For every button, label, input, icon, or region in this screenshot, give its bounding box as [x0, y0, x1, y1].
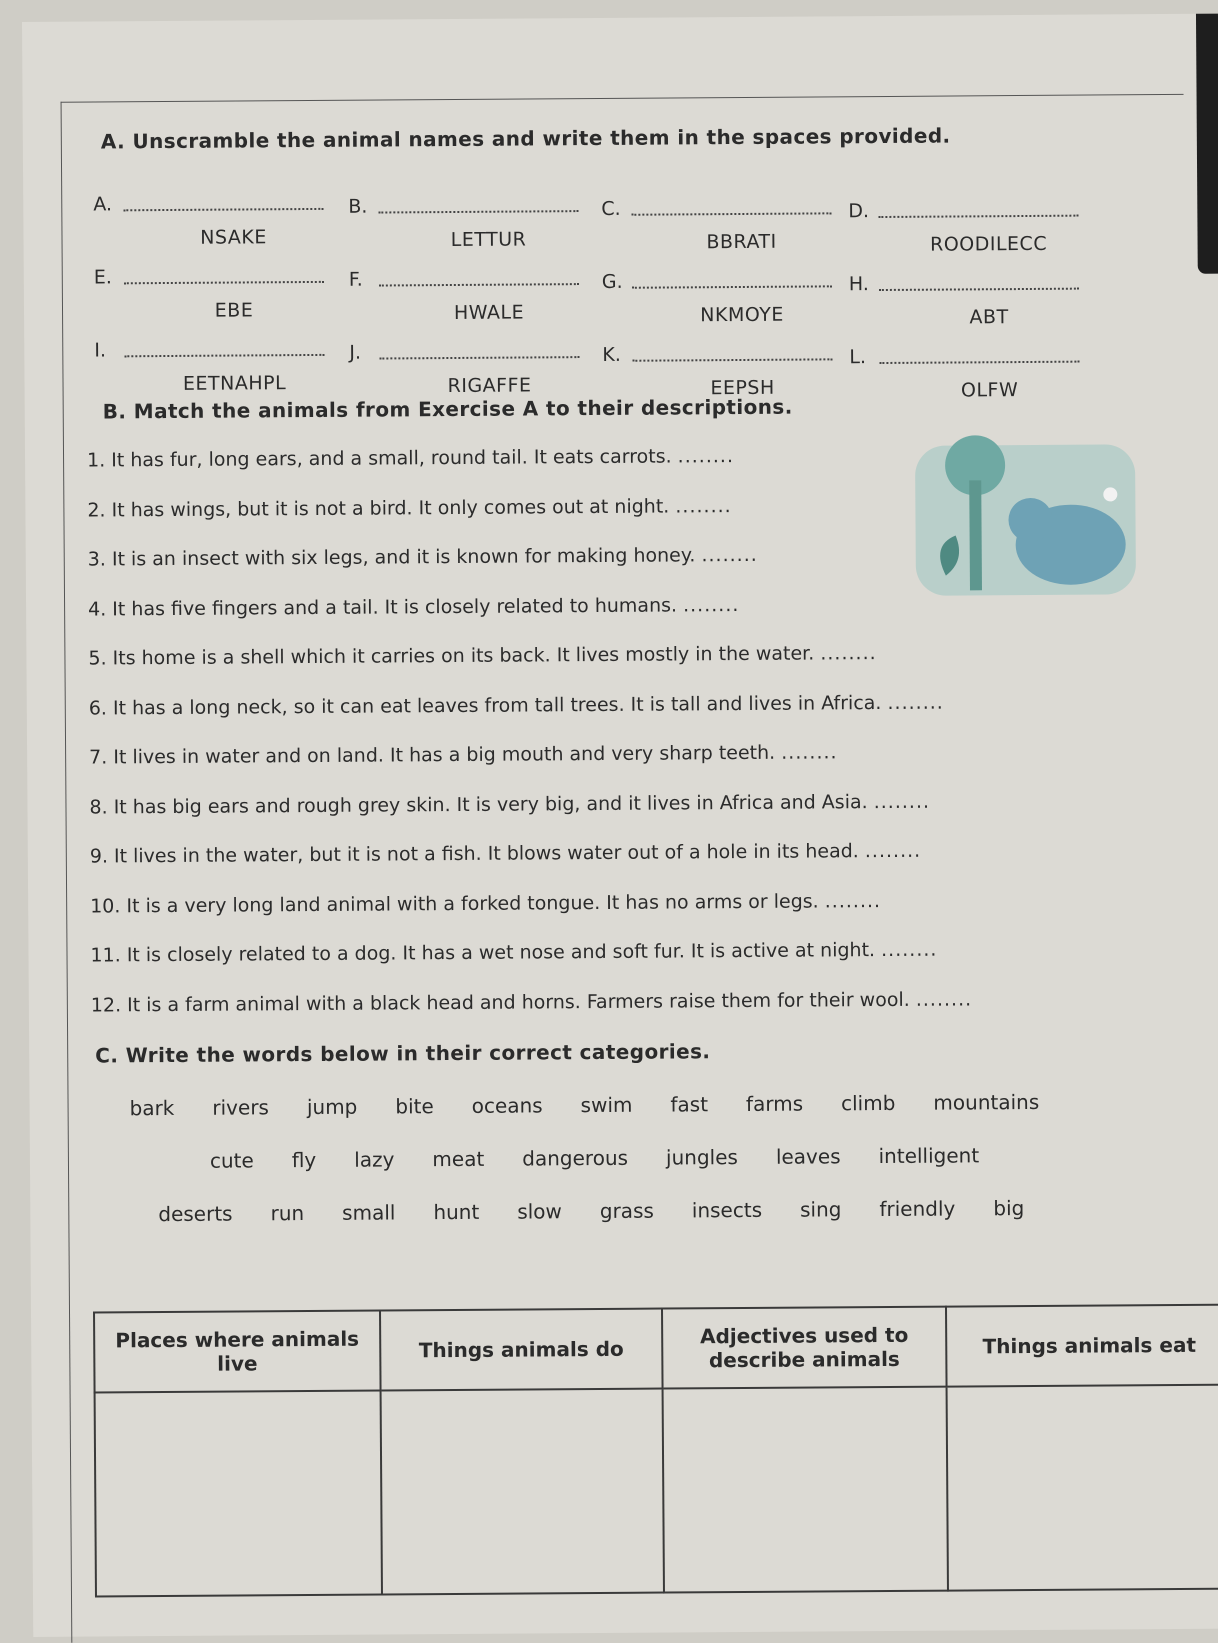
answer-blank[interactable] [379, 283, 579, 286]
item-letter: I. [94, 339, 107, 362]
answer-dots[interactable]: ........ [675, 494, 732, 517]
answer-blank[interactable] [878, 215, 1078, 218]
answer-blank[interactable] [124, 354, 324, 357]
scrambled-word: LETTUR [450, 228, 527, 252]
item-letter: K. [602, 343, 621, 366]
answer-blank[interactable] [631, 212, 831, 215]
elephant-head [1008, 498, 1052, 542]
scramble-item [348, 194, 598, 266]
scrambled-word: EBE [214, 299, 254, 322]
item-letter: D. [848, 200, 870, 223]
header-things-eat: Things animals eat [946, 1305, 1218, 1387]
word-bank-word: dangerous [522, 1145, 629, 1171]
item-letter: H. [848, 273, 869, 296]
description-text: 4. It has five fingers and a tail. It is closely related to humans. [88, 593, 678, 621]
scrambled-word: ABT [969, 306, 1009, 329]
description-item [88, 594, 739, 621]
answer-cell-things-do[interactable] [381, 1389, 664, 1595]
scrambled-word: ROODILECC [929, 232, 1048, 256]
word-bank-word: farms [745, 1091, 804, 1116]
scramble-item [849, 344, 1099, 416]
scrambled-word: EETNAHPL [182, 372, 287, 395]
answer-dots[interactable]: ........ [873, 790, 931, 813]
answer-dots[interactable]: ........ [824, 889, 882, 912]
answer-dots[interactable]: ........ [682, 593, 740, 616]
description-text: 9. It lives in the water, but it is not a fish. It blows water out of a hole in its head. [89, 840, 859, 868]
word-bank-word: grass [599, 1198, 654, 1223]
word-bank-word: fast [670, 1092, 709, 1117]
answer-cell-adjectives[interactable] [663, 1387, 948, 1593]
table-answer-row [95, 1385, 1218, 1597]
header-places: Places where animals live [94, 1311, 381, 1393]
item-letter: F. [348, 268, 363, 291]
word-bank-word: oceans [471, 1093, 543, 1118]
answer-dots[interactable]: ........ [881, 938, 938, 962]
item-letter: E. [93, 266, 112, 289]
item-letter: L. [849, 346, 867, 369]
answer-dots[interactable]: ........ [915, 987, 973, 1011]
description-text: 5. Its home is a shell which it carries on its back. It lives mostly in the water. [88, 642, 815, 670]
header-things-do: Things animals do [380, 1309, 663, 1391]
section-b-heading: B. Match the animals from Exercise A to their descriptions. [102, 394, 793, 424]
answer-blank[interactable] [632, 358, 832, 361]
scramble-item [93, 192, 343, 264]
answer-cell-places[interactable] [95, 1391, 382, 1597]
word-bank-word: rivers [212, 1095, 269, 1120]
word-bank-word: friendly [879, 1196, 956, 1222]
answer-dots[interactable]: ........ [677, 445, 735, 468]
scrambled-word: HWALE [453, 301, 525, 324]
answer-blank[interactable] [379, 356, 579, 359]
word-bank-word: intelligent [878, 1143, 980, 1169]
scramble-item [349, 267, 599, 339]
description-text: 8. It has big ears and rough grey skin. It is very big, and it lives in Africa and Asia. [89, 790, 868, 819]
header-adjectives: Adjectives used to describe animals [662, 1307, 947, 1389]
scramble-item [849, 271, 1099, 343]
answer-blank[interactable] [124, 281, 324, 284]
word-bank-word: leaves [775, 1144, 841, 1169]
description-text: 6. It has a long neck, so it can eat leaves from tall trees. It is tall and lives in Africa. [88, 691, 882, 720]
answer-blank[interactable] [879, 361, 1079, 364]
item-letter: J. [349, 341, 362, 364]
answer-blank[interactable] [879, 288, 1079, 291]
word-bank-word: lazy [354, 1147, 395, 1172]
item-letter: G. [601, 270, 623, 293]
description-text: 11. It is closely related to a dog. It has a wet nose and soft fur. It is active at night. [90, 939, 876, 967]
small-dot [1103, 487, 1117, 501]
scrambled-word: EEPSH [710, 376, 775, 400]
scrambled-word: RIGAFFE [447, 374, 532, 398]
scrambled-word: OLFW [960, 379, 1019, 402]
description-text: 1. It has fur, long ears, and a small, round tail. It eats carrots. [86, 445, 672, 472]
answer-cell-things-eat[interactable] [947, 1385, 1218, 1591]
answer-dots[interactable]: ........ [864, 839, 922, 863]
description-item [87, 495, 731, 521]
word-bank-word: fly [291, 1147, 317, 1173]
word-bank-word: hunt [433, 1199, 480, 1225]
scramble-item [94, 265, 344, 337]
word-bank-word: swim [580, 1092, 633, 1118]
worksheet-page [22, 14, 1218, 1637]
word-bank-word: slow [517, 1199, 562, 1224]
description-item [87, 445, 734, 472]
category-table [93, 1304, 1218, 1598]
answer-dots[interactable]: ........ [701, 543, 758, 567]
scramble-item [602, 269, 852, 341]
word-bank-word: mountains [933, 1089, 1040, 1115]
answer-dots[interactable]: ........ [887, 691, 944, 714]
background-edge [1196, 14, 1218, 274]
word-bank-word: climb [841, 1090, 896, 1116]
description-text: 7. It lives in water and on land. It has a big mouth and very sharp teeth. [89, 741, 776, 769]
scramble-item [601, 196, 851, 268]
scrambled-word: NSAKE [200, 226, 267, 249]
word-bank-word: bite [395, 1094, 434, 1119]
word-bank-word: deserts [158, 1201, 233, 1227]
answer-blank[interactable] [378, 210, 578, 213]
scramble-item [848, 198, 1098, 270]
word-bank-word: run [270, 1201, 305, 1226]
answer-blank[interactable] [632, 285, 832, 288]
section-c-heading: C. Write the words below in their correct categories. [95, 1039, 711, 1068]
section-a-heading: A. Unscramble the animal names and write them in the spaces provided. [100, 123, 951, 154]
description-text: 2. It has wings, but it is not a bird. It only comes out at night. [87, 494, 670, 522]
table-header-row [94, 1305, 1218, 1393]
description-text: 12. It is a farm animal with a black head and horns. Farmers raise them for their wool. [90, 988, 910, 1017]
animals-illustration [905, 424, 1146, 606]
item-letter: B. [348, 195, 368, 218]
word-bank-word: sing [799, 1197, 842, 1222]
item-letter: A. [93, 193, 113, 216]
answer-blank[interactable] [123, 208, 323, 211]
word-bank-word: bark [129, 1095, 175, 1121]
tree-trunk [969, 480, 982, 590]
word-bank-word: cute [209, 1148, 254, 1173]
answer-dots[interactable]: ........ [820, 642, 877, 665]
description-text: 10. It is a very long land animal with a forked tongue. It has no arms or legs. [90, 889, 819, 918]
word-bank-word: big [993, 1196, 1025, 1221]
description-text: 3. It is an insect with six legs, and it is known for making honey. [87, 544, 696, 571]
scrambled-word: NKMOYE [700, 303, 784, 327]
word-bank-word: small [342, 1200, 396, 1225]
word-bank-word: insects [691, 1197, 763, 1223]
answer-dots[interactable]: ........ [781, 741, 838, 764]
description-item [88, 544, 758, 571]
word-bank-word: meat [432, 1146, 485, 1172]
word-bank-word: jungles [665, 1145, 738, 1170]
word-bank-word: jump [306, 1094, 358, 1120]
scrambled-word: BBRATI [706, 230, 777, 254]
item-letter: C. [601, 197, 621, 220]
